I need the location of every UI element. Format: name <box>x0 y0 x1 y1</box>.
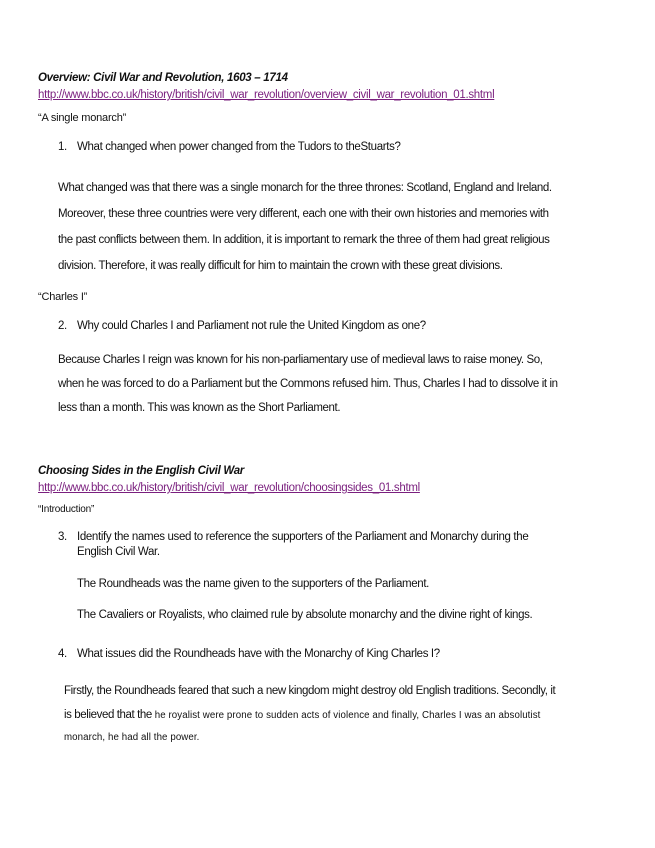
answer-1-line-2: Moreover, these three countries were very different, each one with their own histories and memories with <box>58 208 549 220</box>
answer-4-line-2 <box>64 709 540 721</box>
choosing-sides-link[interactable]: http://www.bbc.co.uk/history/british/civil_war_revolution/choosingsides_01.shtml <box>38 482 420 494</box>
question-2 <box>58 320 426 332</box>
answer-3-cavaliers: The Cavaliers or Royalists, who claimed rule by absolute monarchy and the divine right of kings. <box>77 609 533 621</box>
answer-4-line-2-part-a: is believed that the <box>64 709 155 721</box>
answer-3-roundheads: The Roundheads was the name given to the supporters of the Parliament. <box>77 578 430 590</box>
question-text: What changed when power changed from the Tudors to theStuarts? <box>77 141 401 153</box>
question-number: 1. <box>58 141 67 153</box>
section-title-overview: Overview: Civil War and Revolution, 1603 – 1714 <box>38 72 288 84</box>
answer-2-line-3: less than a month. This was known as the Short Parliament. <box>58 402 341 414</box>
question-number: 3. <box>58 531 67 543</box>
answer-1-line-1: What changed was that there was a single monarch for the three thrones: Scotland, England and Ireland. <box>58 182 552 194</box>
answer-2-line-1: Because Charles I reign was known for his non-parliamentary use of medieval laws to raise money. So, <box>58 354 543 366</box>
overview-link[interactable]: http://www.bbc.co.uk/history/british/civil_war_revolution/overview_civil_war_revolution_01.shtml <box>38 89 495 101</box>
answer-1-line-4: division. Therefore, it was really difficult for him to maintain the crown with these great divisions. <box>58 260 503 272</box>
question-text-line-1: Identify the names used to reference the supporters of the Parliament and Monarchy during the <box>77 531 529 543</box>
answer-1-line-3: the past conflicts between them. In addition, it is important to remark the three of them had great religious <box>58 234 550 246</box>
question-3 <box>58 531 528 543</box>
answer-4-line-2-part-b: he royalist were prone to sudden acts of violence and finally, Charles I was an absolutist <box>154 710 541 721</box>
question-number: 4. <box>58 648 67 660</box>
question-4 <box>58 648 440 660</box>
answer-2-line-2: when he was forced to do a Parliament but the Commons refused him. Thus, Charles I had to dissolve it in <box>58 378 558 390</box>
question-number: 2. <box>58 320 67 332</box>
question-1 <box>58 141 401 153</box>
subheading-introduction: “Introduction” <box>38 504 95 515</box>
question-text: Why could Charles I and Parliament not rule the United Kingdom as one? <box>77 320 426 332</box>
question-text: What issues did the Roundheads have with the Monarchy of King Charles I? <box>77 648 440 660</box>
subheading-single-monarch: “A single monarch” <box>38 112 127 124</box>
section-title-choosing-sides: Choosing Sides in the English Civil War <box>38 465 244 477</box>
subheading-charles-i: “Charles I” <box>38 291 88 303</box>
answer-4-line-1: Firstly, the Roundheads feared that such a new kingdom might destroy old English traditions. Secondly, it <box>64 685 556 697</box>
question-3-line-2: English Civil War. <box>77 546 160 558</box>
answer-4-line-3: monarch, he had all the power. <box>64 732 200 743</box>
